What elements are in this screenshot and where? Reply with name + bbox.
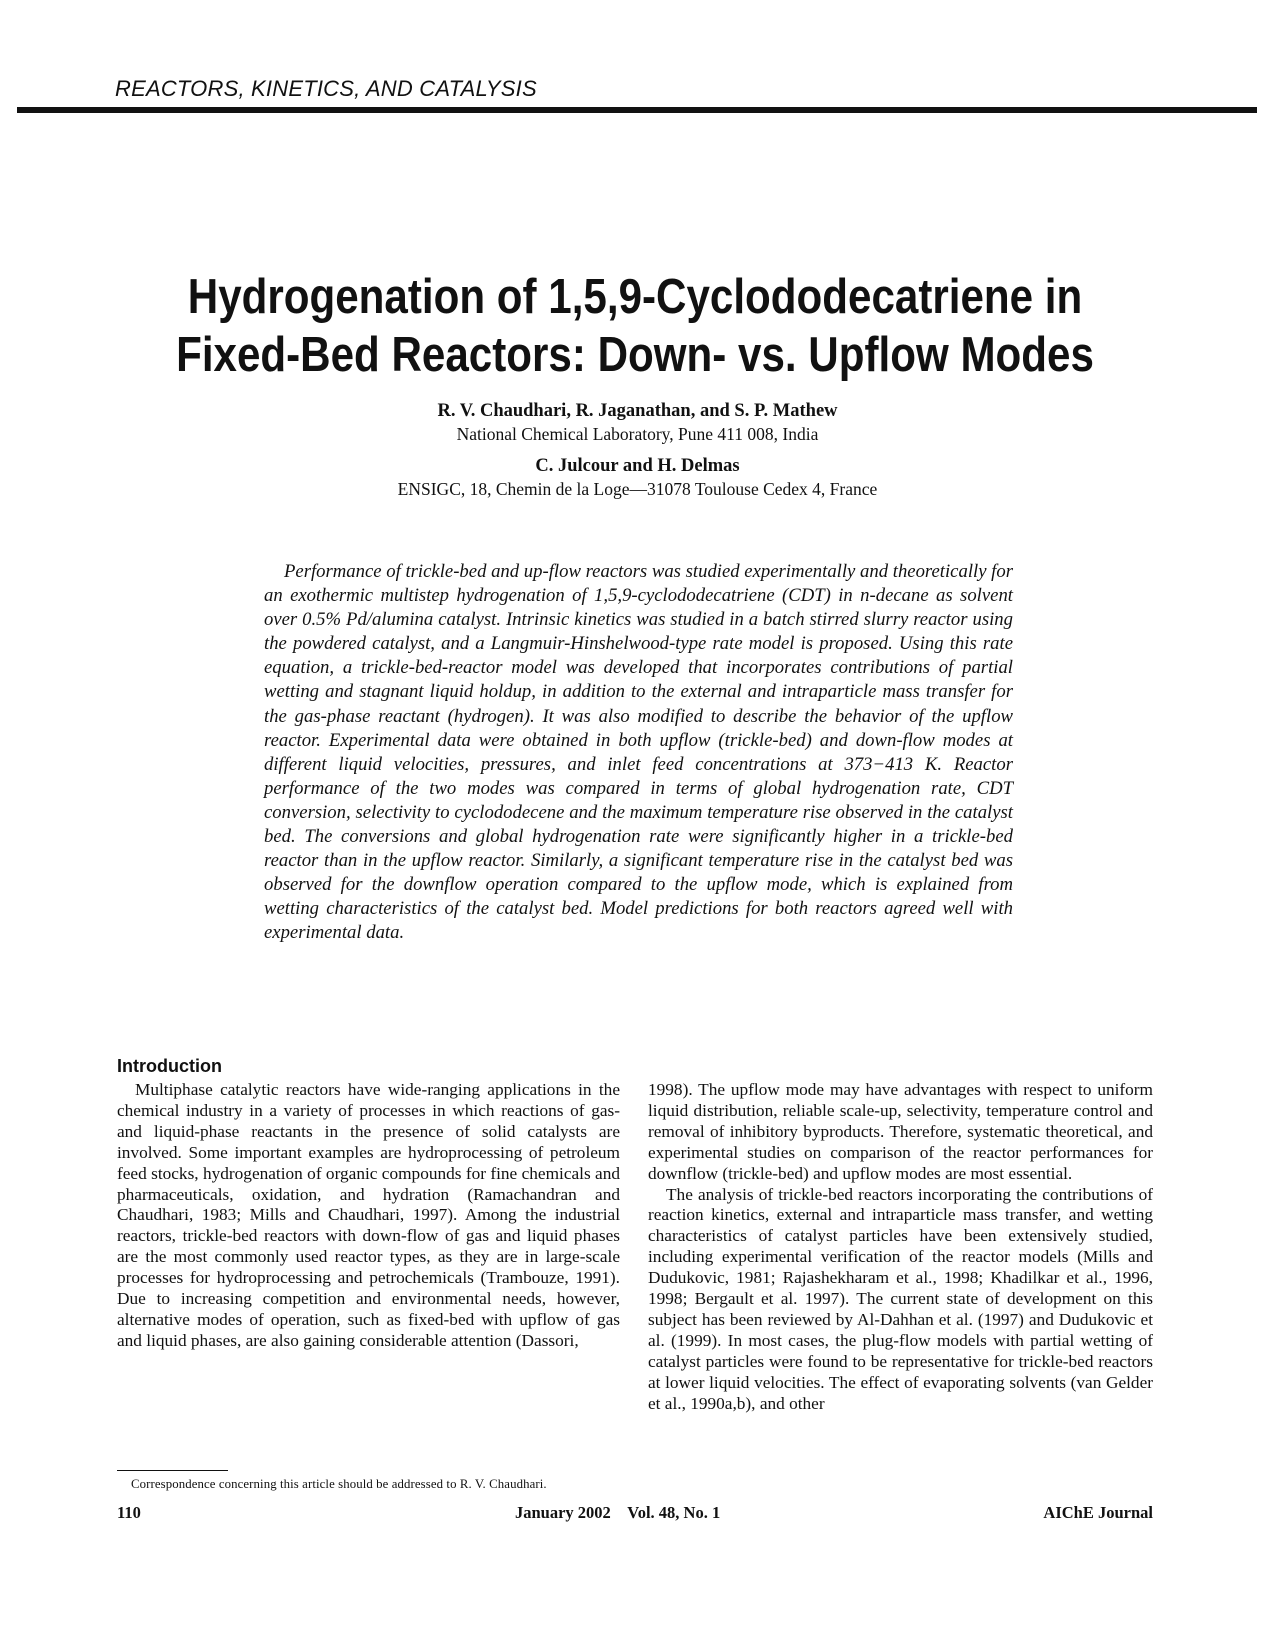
title-line-2: Fixed-Bed Reactors: Down- vs. Upflow Modes: [176, 328, 1094, 382]
abstract: [264, 560, 1013, 946]
author-names: C. Julcour and H. Delmas: [535, 456, 740, 476]
introduction-heading: Introduction: [117, 1056, 222, 1076]
header-rule: [17, 107, 1257, 113]
section-label: REACTORS, KINETICS, AND CATALYSIS: [115, 76, 537, 101]
right-column: [648, 1080, 1153, 1415]
abstract-text: Performance of trickle-bed and up-flow reactors was studied experimentally and theoretically for an exothermic multistep hydrogenation of 1,5,9-cyclododecatriene (CDT) in n-decane as solvent over 0.5% Pd/alumina catalyst. Intrinsic kinetics was studied in a batch stirred slurry reactor using the powdered catalyst, and a Langmuir-Hinshelwood-type rate model is proposed. Using this rate equation, a trickle-bed-reactor model was developed that incorporates contributions of partial wetting and stagnant liquid holdup, in addition to the external and intraparticle mass transfer for the gas-phase reactant (hydrogen). It was also modified to describe the behavior of the upflow reactor. Experimental data were obtained in both upflow (trickle-bed) and down-flow modes at different liquid velocities, pressures, and inlet feed concentrations at 373−413 K. Reactor performance of the two modes was compared in terms of global hydrogenation rate, CDT conversion, selectivity to cyclododecene and the maximum temperature rise observed in the catalyst bed. The conversions and global hydrogenation rate were significantly higher in a trickle-bed reactor than in the upflow reactor. Similarly, a significant temperature rise in the catalyst bed was observed for the downflow operation compared to the upflow mode, which is explained from wetting characteristics of the catalyst bed. Model predictions for both reactors agreed well with experimental data.: [264, 561, 1013, 944]
footnote: Correspondence concerning this article should be addressed to R. V. Chaudhari.: [131, 1477, 547, 1491]
article-title: [141, 268, 1130, 384]
author-group-2: [200, 455, 1075, 500]
author-group-1: [200, 400, 1075, 445]
page-number: 110: [117, 1503, 141, 1522]
issue-info: January 2002 Vol. 48, No. 1: [515, 1503, 721, 1522]
author-affiliation: ENSIGC, 18, Chemin de la Loge—31078 Toulouse Cedex 4, France: [397, 479, 878, 499]
intro-paragraph: Multiphase catalytic reactors have wide-ranging applications in the chemical industry in a variety of processes in which reactions of gas- and liquid-phase reactants in the presence of solid catalysts are involved. Some important examples are hydroprocessing of petroleum feed stocks, hydrogenation of organic compounds for fine chemicals and pharmaceuticals, oxidation, and hydration (Ramachandran and Chaudhari, 1983; Mills and Chaudhari, 1997). Among the industrial reactors, trickle-bed reactors with down-flow of gas and liquid phases are the most commonly used reactor types, as they are in large-scale processes for hydroprocessing and petrochemicals (Trambouze, 1991). Due to increasing competition and environmental needs, however, alternative modes of operation, such as fixed-bed with upflow of gas and liquid phases, are also gaining considerable attention (Dassori,: [117, 1080, 620, 1350]
journal-name: AIChE Journal: [1043, 1503, 1153, 1522]
title-line-1: Hydrogenation of 1,5,9-Cyclododecatriene in: [187, 270, 1083, 324]
footnote-rule: [117, 1470, 228, 1471]
intro-paragraph: The analysis of trickle-bed reactors incorporating the contributions of reaction kinetics, external and intraparticle mass transfer, and wetting characteristics of catalyst particles have been extensively studied, including experimental verification of the reactor models (Mills and Dudukovic, 1981; Rajashekharam et al., 1998; Khadilkar et al., 1996, 1998; Bergault et al. 1997). The current state of development on this subject has been reviewed by Al-Dahhan et al. (1997) and Dudukovic et al. (1999). In most cases, the plug-flow models with partial wetting of catalyst particles were found to be representative for trickle-bed reactors at lower liquid velocities. The effect of evaporating solvents (van Gelder et al., 1990a,b), and other: [648, 1184, 1153, 1413]
intro-paragraph: 1998). The upflow mode may have advantages with respect to uniform liquid distribution, reliable scale-up, selectivity, temperature control and removal of inhibitory byproducts. Therefore, systematic theoretical, and experimental studies on comparison of the reactor performances for downflow (trickle-bed) and upflow modes are most essential.: [648, 1080, 1153, 1183]
author-affiliation: National Chemical Laboratory, Pune 411 008, India: [456, 424, 819, 444]
left-column: [117, 1080, 620, 1352]
author-names: R. V. Chaudhari, R. Jaganathan, and S. P. Mathew: [437, 401, 838, 421]
